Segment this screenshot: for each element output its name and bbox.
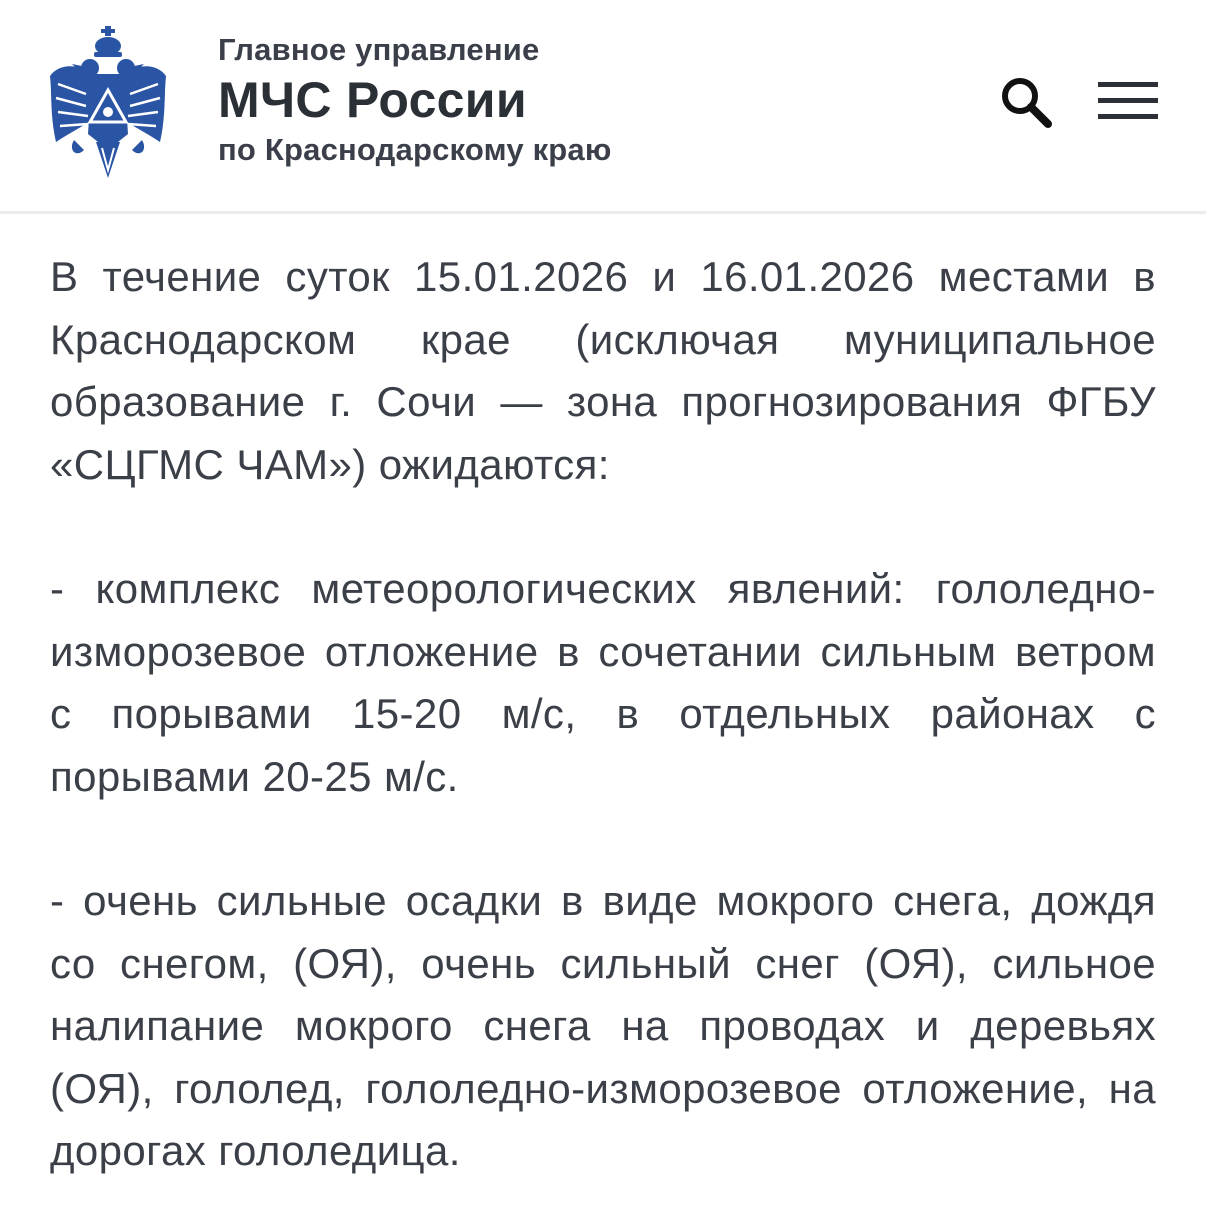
article-paragraph-intro: В течение суток 15.01.2026 и 16.01.2026 местами в Краснодарском крае (исключая муниципальное образование г. Сочи — зона прогнозирования ФГБУ «СЦГМС ЧАМ») ожидаются: (50, 253, 1156, 488)
article-paragraph-wind: - комплекс метеорологических явлений: гололедно-изморозевое отложение в сочетании сильным ветром с порывами 15-20 м/с, в отдельных районах с порывами 20-25 м/с. (50, 565, 1156, 800)
brand-subtitle-bottom: по Краснодарскому краю (218, 132, 612, 167)
brand-title[interactable] (218, 30, 612, 170)
search-icon (996, 72, 1056, 132)
mchs-eagle-emblem-icon[interactable] (46, 24, 170, 180)
hamburger-menu-icon (1094, 78, 1162, 124)
menu-button[interactable] (1094, 78, 1162, 124)
brand-subtitle-top: Главное управление (218, 32, 540, 67)
brand-name: МЧС России (218, 72, 527, 128)
article-paragraph-precipitation: - очень сильные осадки в виде мокрого снега, дождя со снегом, (ОЯ), очень сильный снег (ОЯ), сильное налипание мокрого снега на проводах и деревьях (ОЯ), гололед, гололедно-изморозевое отложение, на дорогах гололедица. (50, 877, 1156, 1174)
header-divider (0, 211, 1206, 214)
search-button[interactable] (996, 72, 1056, 132)
site-header (0, 0, 1206, 212)
article-body (50, 246, 1156, 1183)
